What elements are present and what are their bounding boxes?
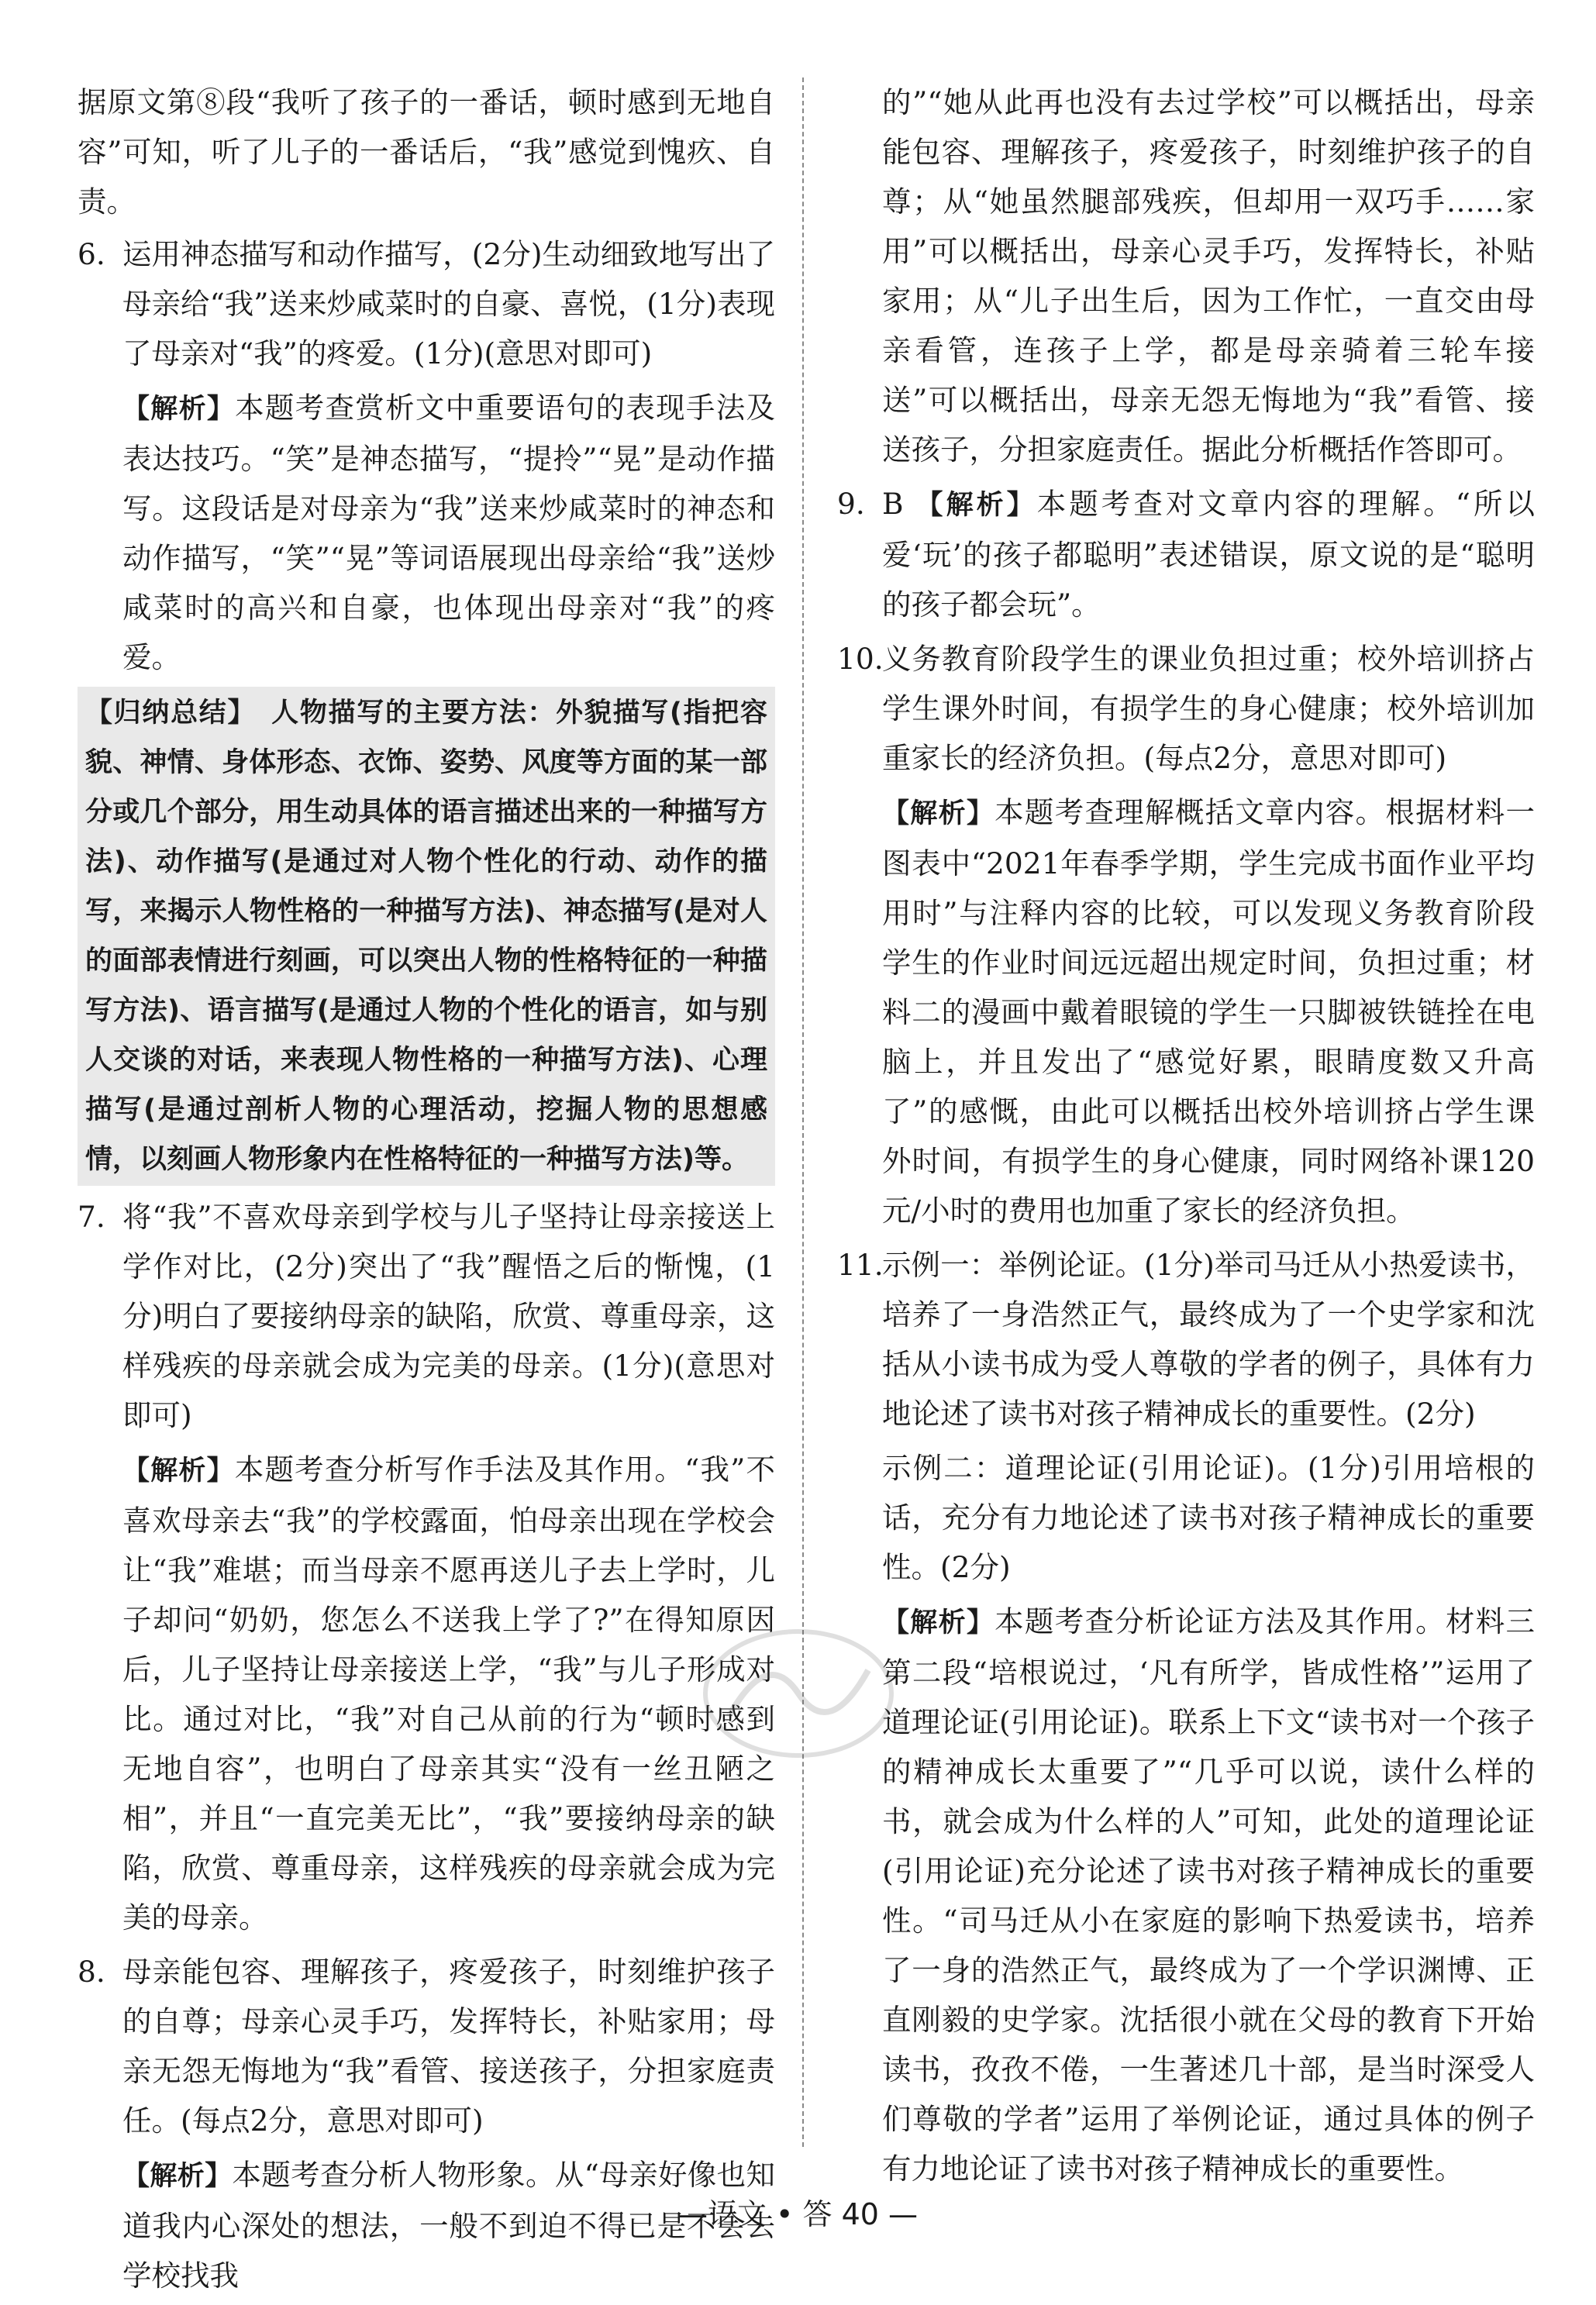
- analysis-text: 本题考查分析论证方法及其作用。材料三第二段“培根说过，‘凡有所学，皆成性格’”运用了道理论证(引用论证)。联系上下文“读书对一个孩子的精神成长太重要了”“几乎可以说，读什么样的书，就会成为什么样的人”可知，此处的道理论证(引用论证)充分论述了读书对孩子精神成长的重要性。“司马迁从小在家庭的影响下热爱读书，培养了一身的浩然正气，最终成为了一个学识渊博、正直刚毅的史学家。沈括很小就在父母的教育下开始读书，孜孜不倦，一生著述几十部，是当时深受人们尊敬的学者”运用了举例论证，通过具体的例子有力地论证了读书对孩子精神成长的重要性。: [882, 1604, 1535, 2186]
- answer-text: 将“我”不喜欢母亲到学校与儿子坚持让母亲接送上学作对比，(2分)突出了“我”醒悟之后的惭愧，(1分)明白了要接纳母亲的缺陷，欣赏、尊重母亲，这样残疾的母亲就会成为完美的母亲。(1分)(意思对即可): [122, 1200, 775, 1432]
- analysis-tag: 【解析】: [122, 2161, 233, 2192]
- analysis-text: 本题考查对文章内容的理解。“所以爱‘玩’的孩子都聪明”表述错误，原文说的是“聪明的孩子都会玩”。: [882, 487, 1535, 622]
- continued-text: 的”“她从此再也没有去过学校”可以概括出，母亲能包容、理解孩子，疼爱孩子，时刻维护孩子的自尊；从“她虽然腿部残疾，但却用一双巧手……家用”可以概括出，母亲心灵手巧，发挥特长，补贴家用；从“儿子出生后，因为工作忙，一直交由母亲看管，连孩子上学，都是母亲骑着三轮车接送”可以概括出，母亲无怨无悔地为“我”看管、接送孩子，分担家庭责任。据此分析概括作答即可。: [882, 85, 1535, 467]
- analysis-tag: 【解析】: [915, 490, 1037, 521]
- answer-text: 运用神态描写和动作描写，(2分)生动细致地写出了母亲给“我”送来炒咸菜时的自豪、喜悦，(1分)表现了母亲对“我”的疼爱。(1分)(意思对即可): [122, 237, 775, 370]
- question-9: [837, 479, 1535, 629]
- question-6: [78, 229, 775, 378]
- question-number: 8.: [78, 1955, 105, 1989]
- analysis-6: [78, 383, 775, 682]
- analysis-tag: 【解析】: [122, 1456, 235, 1487]
- answer-letter: B: [882, 487, 916, 521]
- analysis-text: 本题考查分析写作手法及其作用。“我”不喜欢母亲去“我”的学校露面，怕母亲出现在学校会让“我”难堪；而当母亲不愿再送儿子去上学时，儿子却问“奶奶，您怎么不送我上学了?”在得知原因后，儿子坚持让母亲接送上学，“我”与儿子形成对比。通过对比，“我”对自己从前的行为“顿时感到无地自容”，也明白了母亲其实“没有一丝丑陋之相”，并且“一直完美无比”，“我”要接纳母亲的缺陷，欣赏、尊重母亲，这样残疾的母亲就会成为完美的母亲。: [122, 1452, 775, 1935]
- example-one: 示例一：举例论证。(1分)举司马迁从小热爱读书，培养了一身浩然正气，最终成为了一个史学家和沈括从小读书成为受人尊敬的学者的例子，具体有力地论述了读书对孩子精神成长的重要性。(2分): [882, 1248, 1535, 1431]
- analysis-tag: 【解析】: [882, 798, 995, 829]
- summary-box: [78, 687, 775, 1186]
- summary-tag: 【归纳总结】: [85, 698, 257, 729]
- example-two: 示例二：道理论证(引用论证)。(1分)引用培根的话，充分有力地论述了读书对孩子精神成长的重要性。(2分): [882, 1451, 1535, 1584]
- question-number: 7.: [78, 1200, 105, 1234]
- question-10: [837, 634, 1535, 783]
- analysis-text: 本题考查理解概括文章内容。根据材料一图表中“2021年春季学期，学生完成书面作业平均用时”与注释内容的比较，可以发现义务教育阶段学生的作业时间远远超出规定时间，负担过重；材料二的漫画中戴着眼镜的学生一只脚被铁链拴在电脑上，并且发出了“感觉好累，眼睛度数又升高了”的感慨，由此可以概括出校外培训挤占学生课外时间，有损学生的身心健康，同时网络补课120元/小时的费用也加重了家长的经济负担。: [882, 795, 1535, 1228]
- watermark-icon: [698, 1624, 899, 1763]
- left-column: [78, 78, 775, 2305]
- summary-text: 人物描写的主要方法：外貌描写(指把容貌、神情、身体形态、衣饰、姿势、风度等方面的某一部分或几个部分，用生动具体的语言描述出来的一种描写方法)、动作描写(是通过对人物个性化的行动、动作的描写，来揭示人物性格的一种描写方法)、神态描写(是对人的面部表情进行刻画，可以突出人物的性格特征的一种描写方法)、语言描写(是通过人物的个性化的语言，如与别人交谈的对话，来表现人物性格的一种描写方法)、心理描写(是通过剖析人物的心理活动，挖掘人物的思想感情，以刻画人物形象内在性格特征的一种描写方法)等。: [85, 698, 767, 1175]
- question-number: 9.: [837, 487, 865, 521]
- question-11: [837, 1240, 1535, 1438]
- question-7: [78, 1192, 775, 1440]
- analysis-text: 本题考查赏析文中重要语句的表现手法及表达技巧。“笑”是神态描写，“提拎”“晃”是动作描写。这段话是对母亲为“我”送来炒咸菜时的神态和动作描写，“笑”“晃”等词语展现出母亲给“我”送炒咸菜时的高兴和自豪，也体现出母亲对“我”的疼爱。: [122, 391, 775, 674]
- page-footer: —语文 • 答 40 —: [677, 2197, 919, 2231]
- right-column: [837, 78, 1535, 2198]
- continued-text: 据原文第⑧段“我听了孩子的一番话，顿时感到无地自容”可知，听了儿子的一番话后，“我”感觉到愧疚、自责。: [78, 85, 775, 219]
- question-number: 6.: [78, 237, 105, 271]
- question-number: 10.: [837, 642, 884, 676]
- analysis-tag: 【解析】: [122, 394, 236, 425]
- column-divider: [802, 78, 804, 2147]
- analysis-7: [78, 1445, 775, 1942]
- answer-text: 义务教育阶段学生的课业负担过重；校外培训挤占学生课外时间，有损学生的身心健康；校外培训加重家长的经济负担。(每点2分，意思对即可): [882, 642, 1535, 775]
- question-8: [78, 1947, 775, 2145]
- analysis-text: 本题考查分析人物形象。从“母亲好像也知道我内心深处的想法，一般不到迫不得已是不会去学校找我: [122, 2158, 775, 2293]
- analysis-tag: 【解析】: [882, 1607, 995, 1638]
- question-number: 11.: [837, 1248, 884, 1282]
- answer-text: 母亲能包容、理解孩子，疼爱孩子，时刻维护孩子的自尊；母亲心灵手巧，发挥特长，补贴家用；母亲无怨无悔地为“我”看管、接送孩子，分担家庭责任。(每点2分，意思对即可): [122, 1955, 775, 2138]
- analysis-11: [837, 1597, 1535, 2193]
- analysis-10: [837, 787, 1535, 1235]
